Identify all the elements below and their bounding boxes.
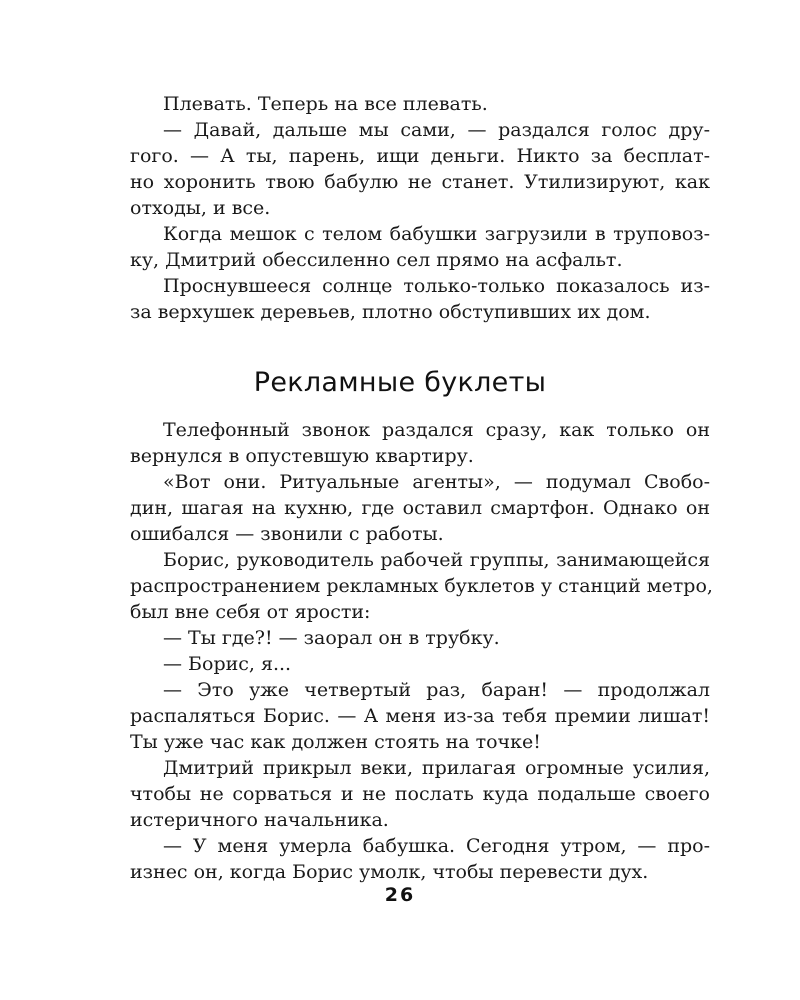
text-line: истеричного начальника. xyxy=(130,809,389,831)
page-number: 26 xyxy=(384,884,416,906)
text-line: «Вот они. Ритуальные агенты», — подумал Свобо- xyxy=(163,471,710,493)
text-line: — Это уже четвертый раз, баран! — продолжал xyxy=(163,679,710,701)
text-line: — Давай, дальше мы сами, — раздался голос дру- xyxy=(163,119,710,141)
text-line: Телефонный звонок раздался сразу, как только он xyxy=(163,419,710,441)
text-line: Ты уже час как должен стоять на точке! xyxy=(130,731,541,753)
chapter-heading: Рекламные буклеты xyxy=(253,367,547,398)
text-line: дин, шагая на кухню, где оставил смартфон. Однако он xyxy=(130,497,710,519)
paragraphs-section-2 xyxy=(130,417,713,885)
text-line: — У меня умерла бабушка. Сегодня утром, — про- xyxy=(163,835,710,857)
text-line: — Ты где?! — заорал он в трубку. xyxy=(163,627,500,649)
text-line: Плевать. Теперь на все плевать. xyxy=(163,93,488,115)
text-line: гого. — А ты, парень, ищи деньги. Никто за бесплат- xyxy=(130,145,710,167)
paragraphs-section-1 xyxy=(130,91,710,325)
text-line: распространением рекламных буклетов у станций метро, xyxy=(130,575,713,597)
text-line: вернулся в опустевшую квартиру. xyxy=(130,445,474,467)
text-line: Проснувшееся солнце только-только показалось из- xyxy=(163,275,710,297)
text-line: ошибался — звонили с работы. xyxy=(130,523,444,545)
text-line: Когда мешок с телом бабушки загрузили в труповоз- xyxy=(163,223,710,245)
text-line: отходы, и все. xyxy=(130,197,271,219)
text-line: распаляться Борис. — А меня из-за тебя премии лишат! xyxy=(130,705,710,727)
text-line: изнес он, когда Борис умолк, чтобы перевести дух. xyxy=(130,861,649,883)
text-line: был вне себя от ярости: xyxy=(130,601,371,623)
text-line: Дмитрий прикрыл веки, прилагая огромные усилия, xyxy=(163,757,710,779)
text-line: за верхушек деревьев, плотно обступивших их дом. xyxy=(130,301,651,323)
text-line: чтобы не сорваться и не послать куда подальше своего xyxy=(130,783,710,805)
text-line: ку, Дмитрий обессиленно сел прямо на асфальт. xyxy=(130,249,623,271)
text-line: но хоронить твою бабулю не станет. Утилизируют, как xyxy=(130,171,710,193)
text-line: — Борис, я... xyxy=(163,653,292,675)
text-line: Борис, руководитель рабочей группы, занимающейся xyxy=(163,549,710,571)
